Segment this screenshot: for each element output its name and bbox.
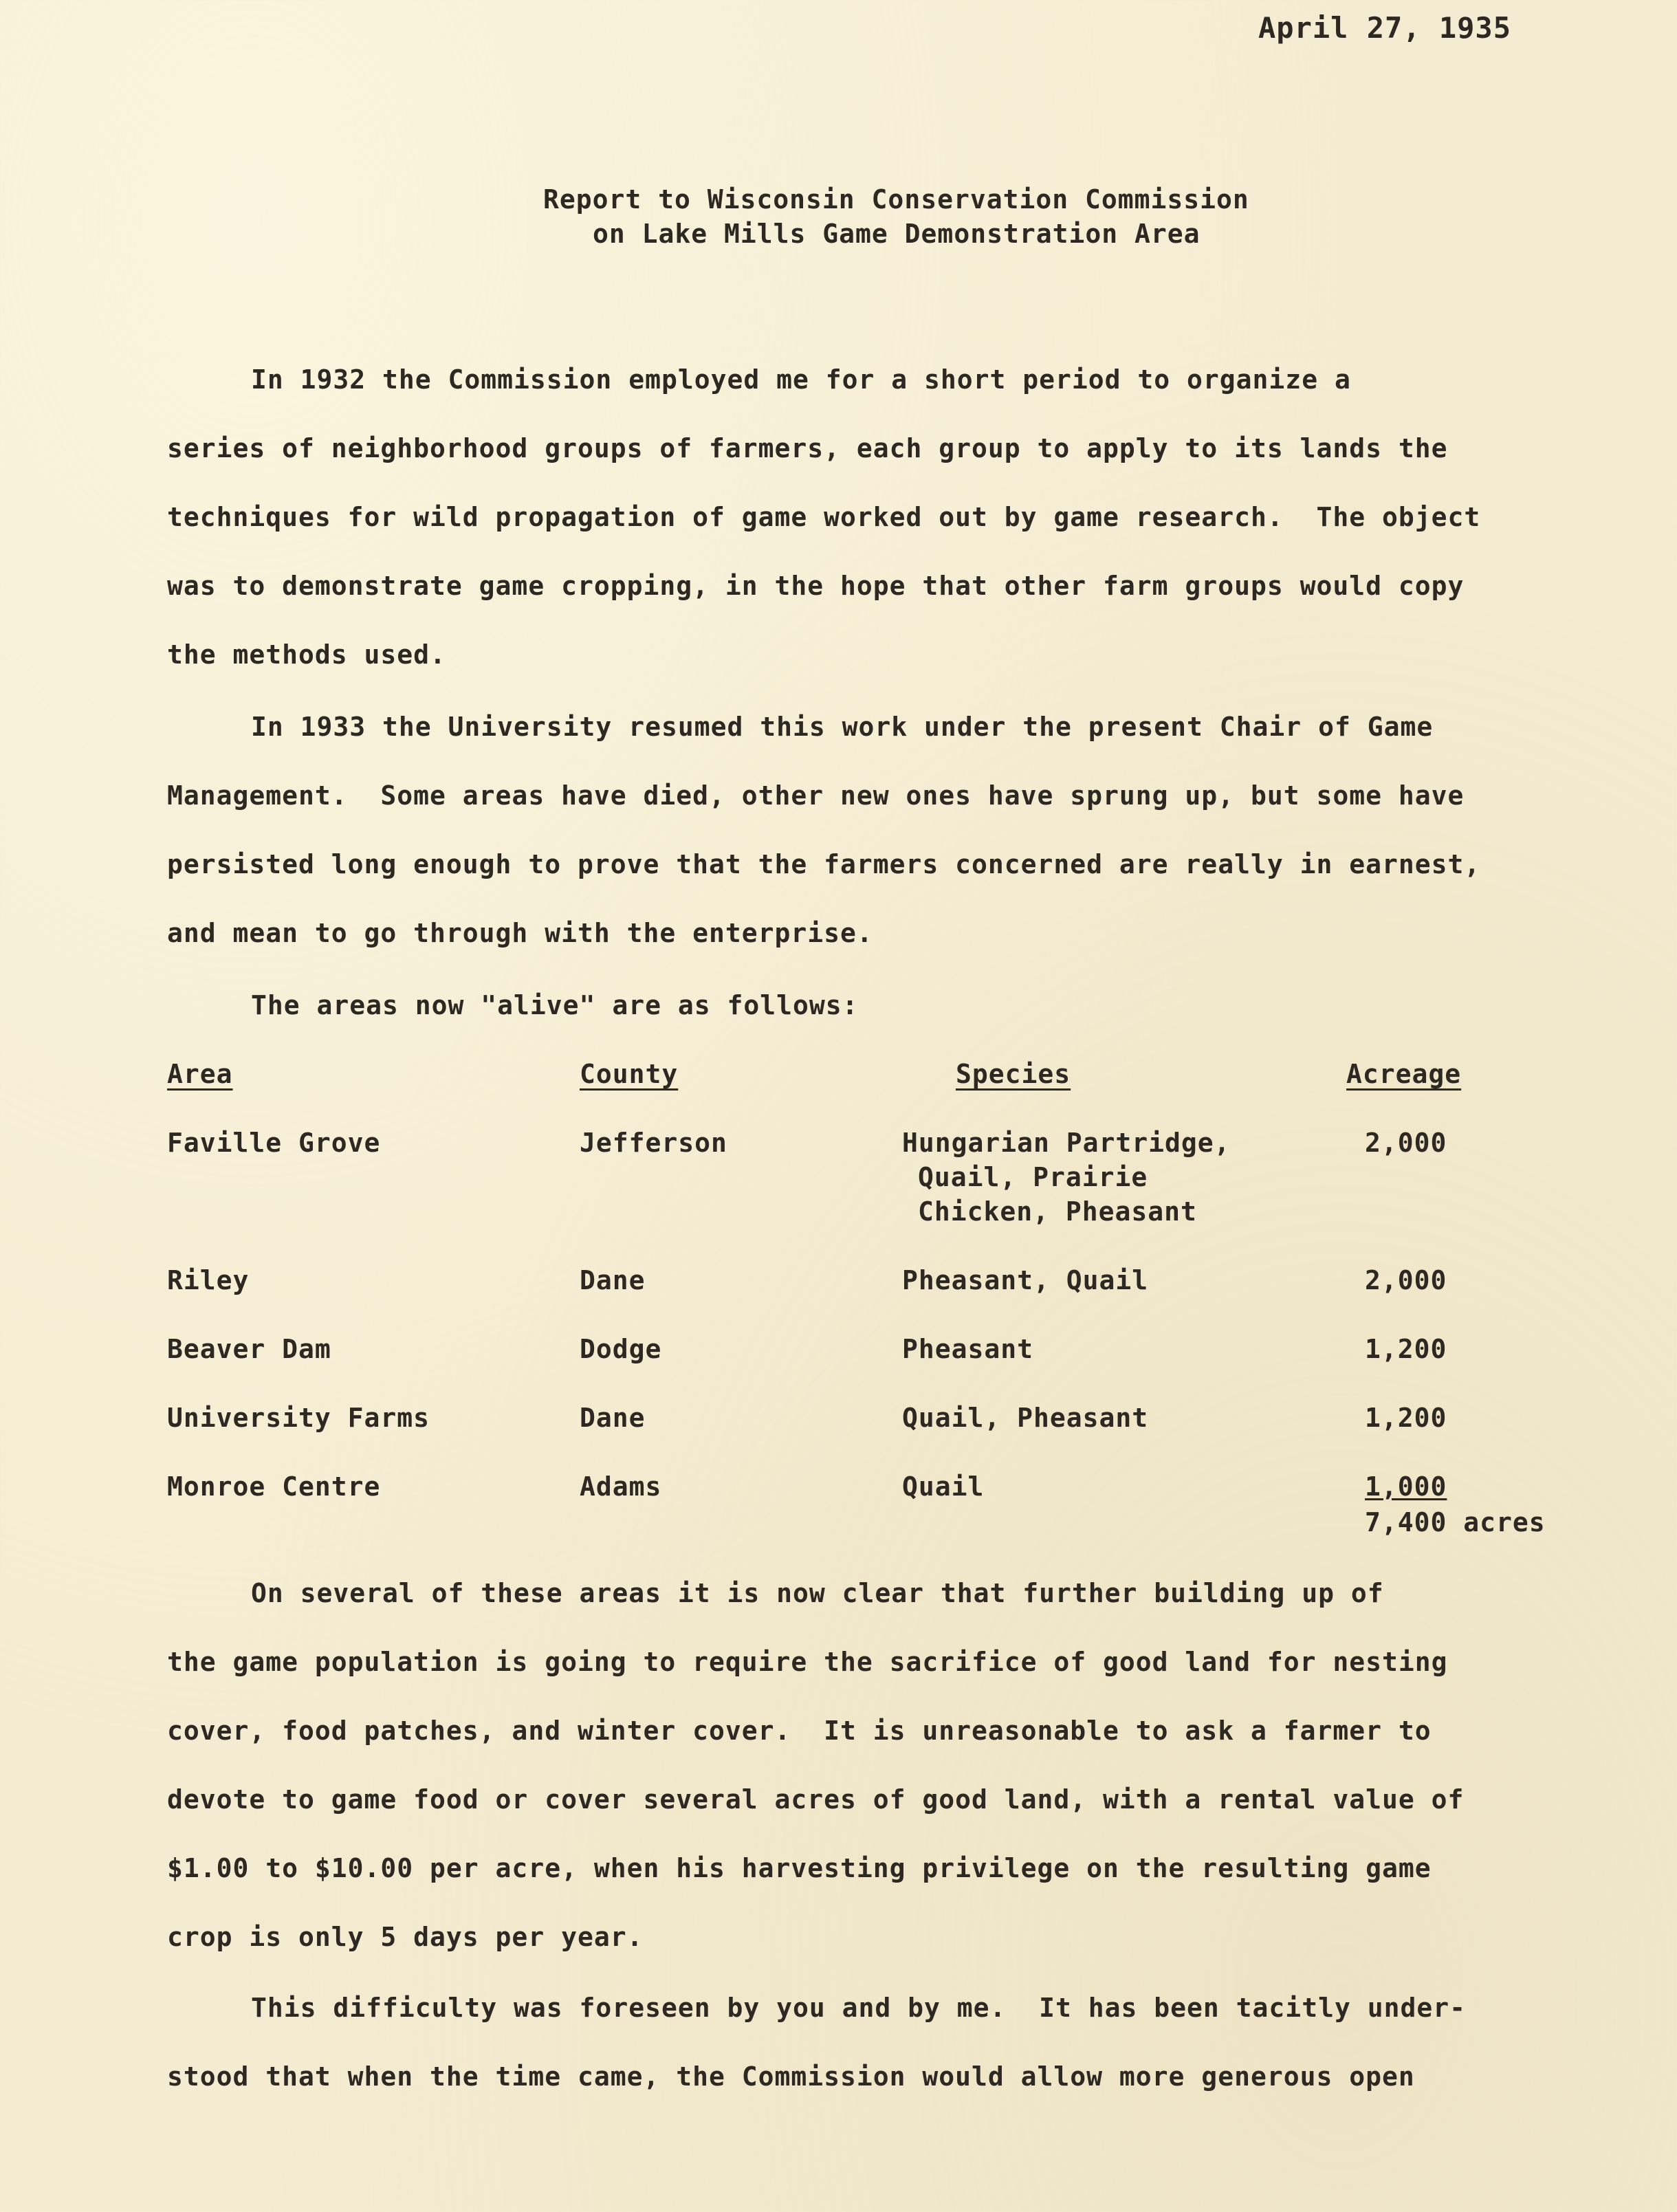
cell-county: Adams xyxy=(580,1471,662,1502)
cell-species: Chicken, Pheasant xyxy=(918,1196,1197,1227)
table-total: 7,400 acres xyxy=(1365,1507,1546,1537)
report-title-line-2: on Lake Mills Game Demonstration Area xyxy=(593,219,1201,249)
cell-county: Dane xyxy=(580,1265,646,1295)
table-header-species: Species xyxy=(956,1059,1071,1089)
paragraph-1-line: techniques for wild propagation of game worked out by game research. The object xyxy=(167,502,1481,532)
cell-area: University Farms xyxy=(167,1403,430,1433)
cell-species: Pheasant xyxy=(902,1334,1034,1364)
cell-acreage: 1,200 xyxy=(1365,1403,1447,1433)
table-intro: The areas now "alive" are as follows: xyxy=(251,990,859,1020)
cell-area: Beaver Dam xyxy=(167,1334,331,1364)
table-header-county: County xyxy=(580,1059,679,1089)
cell-area: Monroe Centre xyxy=(167,1471,381,1502)
cell-acreage: 2,000 xyxy=(1365,1128,1447,1158)
cell-area: Faville Grove xyxy=(167,1128,381,1158)
cell-county: Dodge xyxy=(580,1334,662,1364)
cell-county: Jefferson xyxy=(580,1128,727,1158)
paragraph-4-line: stood that when the time came, the Commission would allow more generous open xyxy=(167,2061,1415,2092)
paragraph-3-line: $1.00 to $10.00 per acre, when his harvesting privilege on the resulting game xyxy=(167,1853,1432,1883)
cell-species: Quail, Prairie xyxy=(918,1162,1148,1192)
paragraph-1-line: series of neighborhood groups of farmers, each group to apply to its lands the xyxy=(167,433,1448,463)
paragraph-3-line: cover, food patches, and winter cover. It is unreasonable to ask a farmer to xyxy=(167,1716,1432,1746)
paragraph-2-line: persisted long enough to prove that the farmers concerned are really in earnest, xyxy=(167,849,1481,879)
cell-species: Quail, Pheasant xyxy=(902,1403,1149,1433)
paragraph-2-line: In 1933 the University resumed this work under the present Chair of Game xyxy=(251,712,1434,742)
cell-acreage: 1,000 xyxy=(1365,1471,1447,1502)
cell-species: Hungarian Partridge, xyxy=(902,1128,1231,1158)
paragraph-4-line: This difficulty was foreseen by you and by me. It has been tacitly under- xyxy=(251,1993,1466,2023)
cell-county: Dane xyxy=(580,1403,646,1433)
paragraph-2-line: and mean to go through with the enterprise. xyxy=(167,918,873,948)
paragraph-1-line: was to demonstrate game cropping, in the hope that other farm groups would copy xyxy=(167,571,1465,601)
paragraph-3-line: On several of these areas it is now clear that further building up of xyxy=(251,1578,1384,1608)
table-header-acreage: Acreage xyxy=(1346,1059,1462,1089)
paragraph-1-line: the methods used. xyxy=(167,639,446,670)
cell-species: Quail xyxy=(902,1471,985,1502)
paragraph-3-line: the game population is going to require the sacrifice of good land for nesting xyxy=(167,1647,1448,1677)
cell-area: Riley xyxy=(167,1265,250,1295)
paragraph-3-line: devote to game food or cover several acres of good land, with a rental value of xyxy=(167,1784,1465,1815)
paragraph-3-line: crop is only 5 days per year. xyxy=(167,1922,644,1952)
cell-species: Pheasant, Quail xyxy=(902,1265,1149,1295)
document-date: April 27, 1935 xyxy=(1258,11,1512,45)
table-header-area: Area xyxy=(167,1059,233,1089)
paragraph-1-line: In 1932 the Commission employed me for a short period to organize a xyxy=(251,364,1351,395)
cell-acreage: 1,200 xyxy=(1365,1334,1447,1364)
report-title-line-1: Report to Wisconsin Conservation Commission xyxy=(543,184,1249,215)
cell-acreage: 2,000 xyxy=(1365,1265,1447,1295)
paragraph-2-line: Management. Some areas have died, other new ones have sprung up, but some have xyxy=(167,780,1465,811)
